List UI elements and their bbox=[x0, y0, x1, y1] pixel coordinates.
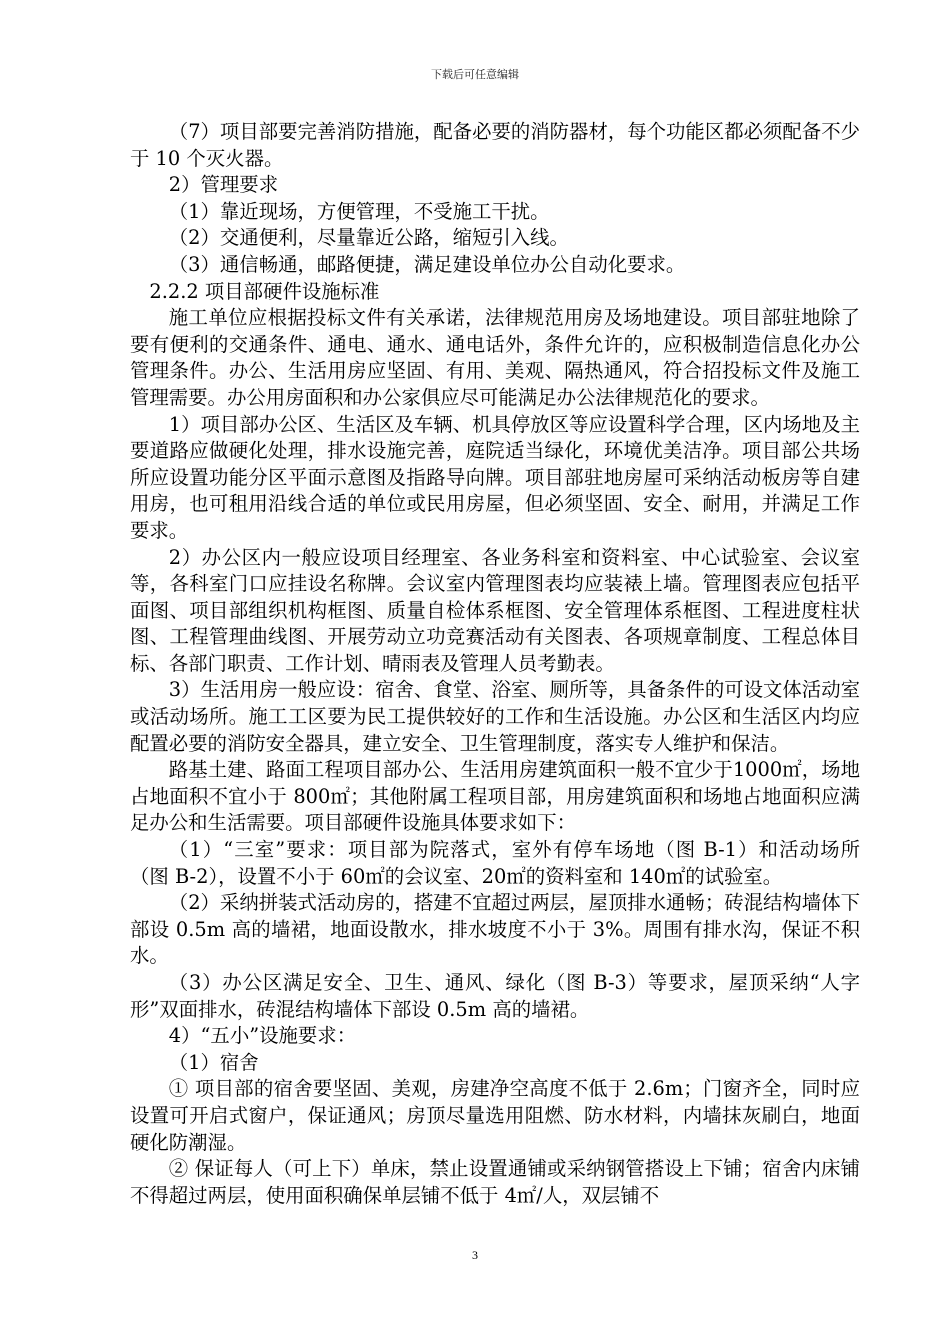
paragraph: （3）通信畅通，邮路便捷，满足建设单位办公自动化要求。 bbox=[168, 252, 686, 276]
paragraph: （1）“三室”要求：项目部为院落式，室外有停车场地（图 B-1）和活动场所（图 B-2），设置不小于 60㎡的会议室、20㎡的资料室和 140㎡的试验室。 bbox=[130, 838, 860, 888]
paragraph: 施工单位应根据投标文件有关承诺，法律规范用房及场地建设。项目部驻地除了要有便利的交通条件、通电、通水、通电话外，条件允许的，应积极制造信息化办公管理条件。办公、生活用房应坚固、有用、美观、隔热通风，符合招投标文件及施工管理需要。办公用房面积和办公家俱应尽可能满足办公法律规范化的要求。 bbox=[130, 306, 860, 409]
paragraph: 2）办公区内一般应设项目经理室、各业务科室和资料室、中心试验室、会议室等，各科室门口应挂设名称牌。会议室内管理图表均应装裱上墙。管理图表应包括平面图、项目部组织机构框图、质量自检体系框图、安全管理体系框图、工程进度柱状图、工程管理曲线图、开展劳动立功竞赛活动有关图表、各项规章制度、工程总体目标、各部门职责、工作计划、晴雨表及管理人员考勤表。 bbox=[130, 545, 860, 675]
paragraph: （7）项目部要完善消防措施，配备必要的消防器材，每个功能区都必须配备不少于 10 个灭火器。 bbox=[130, 120, 860, 170]
section-heading: 2.2.2 项目部硬件设施标准 bbox=[149, 279, 380, 303]
page-header: 下载后可任意编辑 bbox=[431, 68, 519, 81]
page-number: 3 bbox=[472, 1248, 478, 1262]
paragraph: （1）宿舍 bbox=[168, 1050, 259, 1074]
paragraph: （2）交通便利，尽量靠近公路，缩短引入线。 bbox=[168, 226, 569, 250]
paragraph: （3）办公区满足安全、卫生、通风、绿化（图 B-3）等要求，屋顶采纳“人字形”双面排水，砖混结构墙体下部设 0.5m 高的墙裙。 bbox=[130, 971, 860, 1021]
paragraph: 1）项目部办公区、生活区及车辆、机具停放区等应设置科学合理，区内场地及主要道路应做硬化处理，排水设施完善，庭院适当绿化，环境优美洁净。项目部公共场所应设置功能分区平面示意图及指路导向牌。项目部驻地房屋可采纳活动板房等自建用房，也可租用沿线合适的单位或民用房屋，但必须坚固、安全、耐用，并满足工作要求。 bbox=[130, 412, 860, 542]
paragraph: ② 保证每人（可上下）单床，禁止设置通铺或采纳钢管搭设上下铺；宿舍内床铺不得超过两层，使用面积确保单层铺不低于 4㎡/人，双层铺不 bbox=[130, 1157, 860, 1207]
paragraph: （1）靠近现场，方便管理，不受施工干扰。 bbox=[168, 199, 550, 223]
paragraph: 2）管理要求 bbox=[168, 173, 279, 197]
paragraph: 3）生活用房一般应设：宿舍、食堂、浴室、厕所等，具备条件的可设文体活动室或活动场所。施工工区要为民工提供较好的工作和生活设施。办公区和生活区内均应配置必要的消防安全器具，建立安全、卫生管理制度，落实专人维护和保洁。 bbox=[130, 678, 860, 755]
paragraph: （2）采纳拼装式活动房的，搭建不宜超过两层，屋顶排水通畅；砖混结构墙体下部设 0.5m 高的墙裙，地面设散水，排水坡度不小于 3%。周围有排水沟，保证不积水。 bbox=[130, 891, 860, 968]
body-text bbox=[130, 119, 860, 1209]
paragraph: 路基土建、路面工程项目部办公、生活用房建筑面积一般不宜少于1000㎡，场地占地面积不宜小于 800㎡；其他附属工程项目部，用房建筑面积和场地占地面积应满足办公和生活需要。项目部硬件设施具体要求如下： bbox=[130, 758, 860, 835]
paragraph: ① 项目部的宿舍要坚固、美观，房建净空高度不低于 2.6m；门窗齐全，同时应设置可开启式窗户，保证通风；房顶尽量选用阻燃、防水材料，内墙抹灰刷白，地面硬化防潮湿。 bbox=[130, 1077, 860, 1154]
paragraph: 4）“五小”设施要求： bbox=[168, 1024, 357, 1048]
